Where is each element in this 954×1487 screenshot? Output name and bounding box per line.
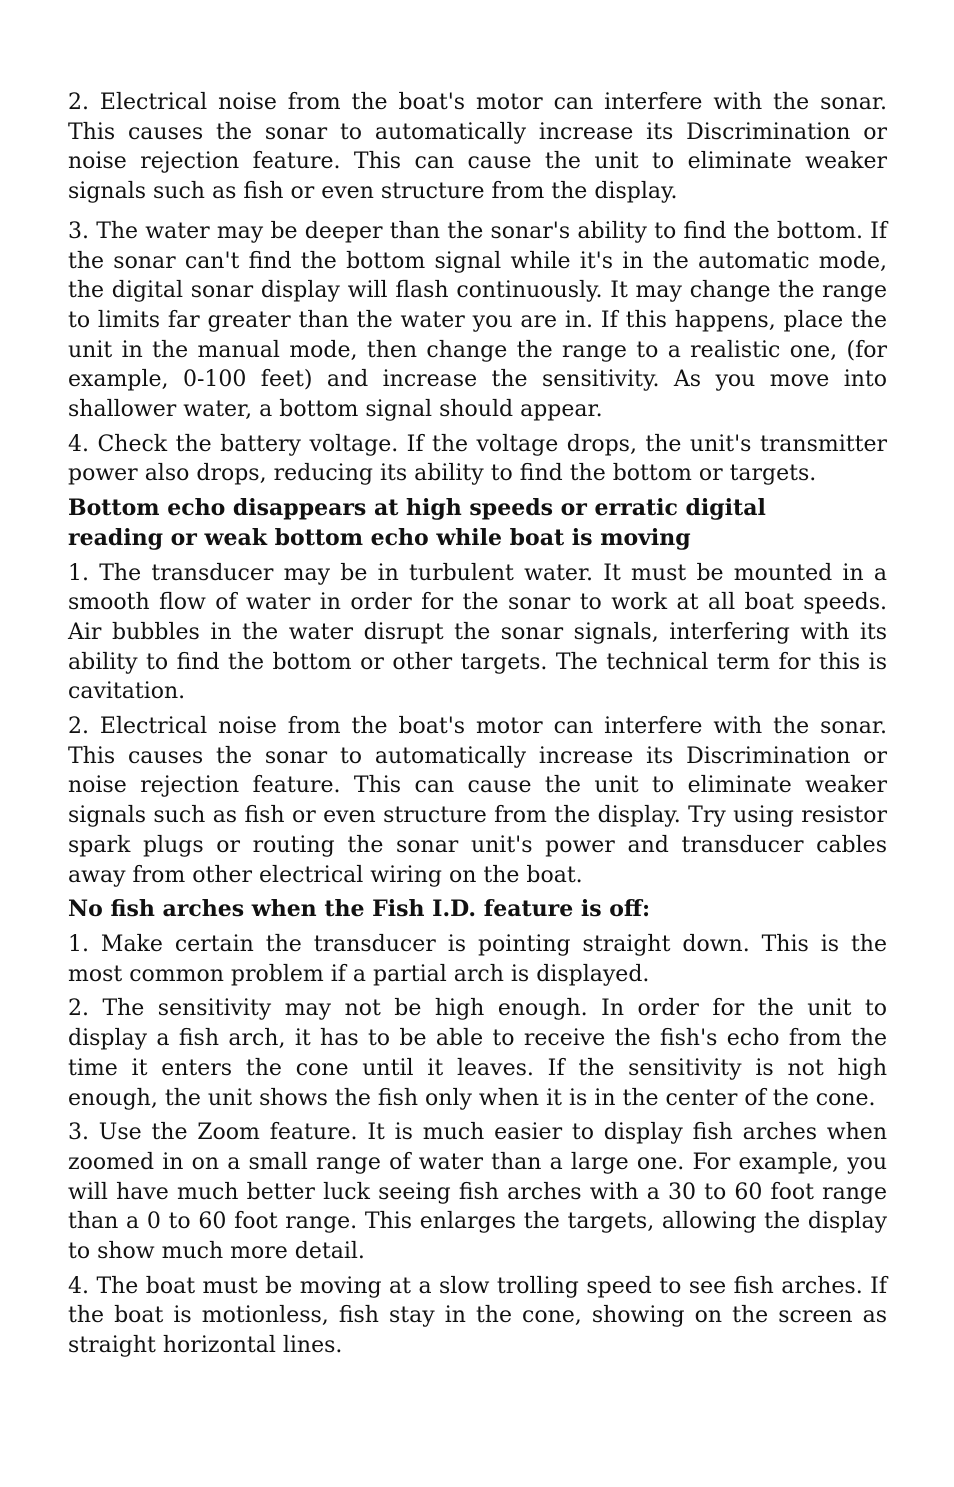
heading-line-2: reading or weak bottom echo while boat is moving xyxy=(68,524,691,551)
heading-no-fish-arches: No fish arches when the Fish I.D. feature is off: xyxy=(68,896,651,923)
paragraph-zoom-feature: 3. Use the Zoom feature. It is much easier to display fish arches when zoomed in on a small range of water than a large one. For example, you will have much better luck seeing fish arches with a 30 to 60 foot range than a 0 to 60 foot range. This enlarges the targets, allowing the display to show much more detail. xyxy=(68,1120,887,1265)
paragraph-battery-voltage: 4. Check the battery voltage. If the voltage drops, the unit's transmitter power also drops, reducing its ability to find the bottom or targets. xyxy=(68,431,887,487)
heading-line-1: Bottom echo disappears at high speeds or erratic digital xyxy=(68,495,766,522)
heading-bottom-echo-disappears xyxy=(68,494,887,553)
paragraph-electrical-noise-2: 2. Electrical noise from the boat's motor can interfere with the sonar. This causes the sonar to automatically increase its Discrimination or noise rejection feature. This can cause the unit to eliminate weaker signals such as fish or even structure from the display. Try using resistor spark plugs or routing the sonar unit's power and transducer cables away from other electrical wiring on the boat. xyxy=(68,714,887,888)
paragraph-water-deeper: 3. The water may be deeper than the sonar's ability to find the bottom. If the sonar can't find the bottom signal while it's in the automatic mode, the digital sonar display will flash continuously. It may change the range to limits far greater than the water you are in. If this happens, place the unit in the manual mode, then change the range to a realistic one, (for example, 0-100 feet) and increase the sensitivity. As you move into shallower water, a bottom signal should appear. xyxy=(68,218,887,423)
paragraph-transducer-pointing: 1. Make certain the transducer is pointing straight down. This is the most common problem if a partial arch is displayed. xyxy=(68,931,887,987)
paragraph-electrical-noise-1: 2. Electrical noise from the boat's motor can interfere with the sonar. This causes the sonar to automatically increase its Discrimination or noise rejection feature. This can cause the unit to eliminate weaker signals such as fish or even structure from the display. xyxy=(68,90,887,205)
paragraph-sensitivity: 2. The sensitivity may not be high enough. In order for the unit to display a fish arch, it has to be able to receive the fish's echo from the time it enters the cone until it leaves. If the sensitivity is not high enough, the unit shows the fish only when it is in the center of the cone. xyxy=(68,996,887,1111)
paragraph-trolling-speed: 4. The boat must be moving at a slow trolling speed to see fish arches. If the boat is motionless, fish stay in the cone, showing on the screen as straight horizontal lines. xyxy=(68,1273,887,1359)
manual-page xyxy=(68,88,887,1366)
paragraph-turbulent-water: 1. The transducer may be in turbulent water. It must be mounted in a smooth flow of water in order for the sonar to work at all boat speeds. Air bubbles in the water disrupt the sonar signals, interfering with its ability to find the bottom or other targets. The technical term for this is cavitation. xyxy=(68,560,887,705)
